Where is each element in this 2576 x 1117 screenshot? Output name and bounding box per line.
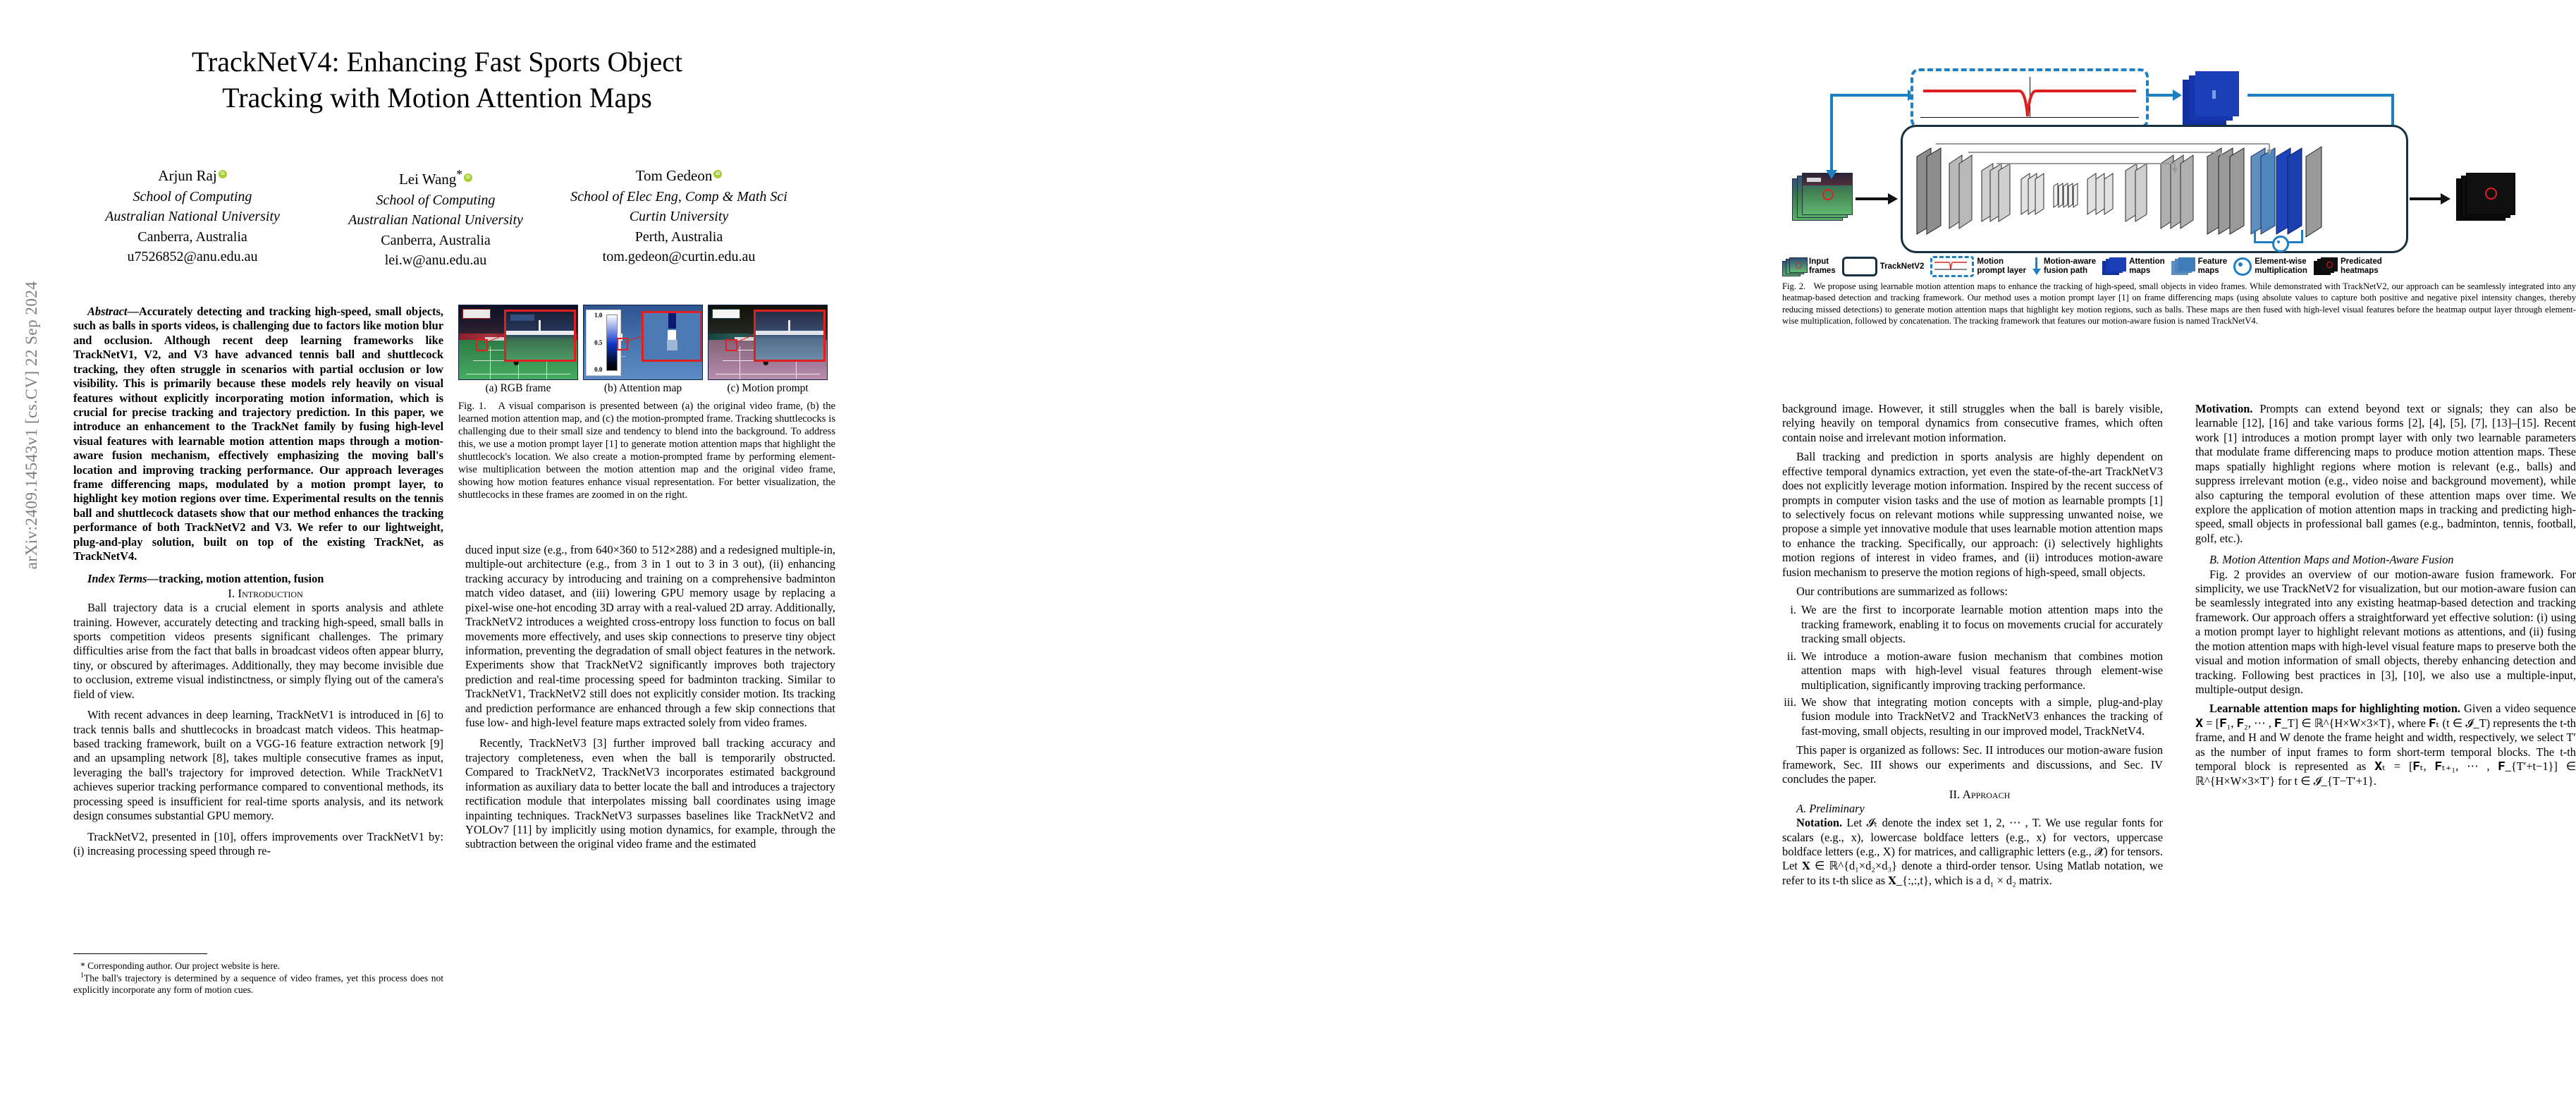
legend-tracknetv2 xyxy=(1842,257,1925,276)
figure-1-label-c: (c) Motion prompt xyxy=(727,382,809,394)
figure-2-arrow-prompt-to-attention xyxy=(2146,94,2174,97)
figure-2-diagram xyxy=(1782,39,2576,271)
index-terms-paragraph xyxy=(73,572,443,586)
page-left xyxy=(0,0,863,1117)
column-2 xyxy=(465,543,835,852)
column-4 xyxy=(2195,402,2576,788)
author-2-university: Australian National University xyxy=(348,212,523,228)
section-heading-approach: II. Approach xyxy=(1949,787,2011,801)
author-2 xyxy=(319,166,552,270)
colorbar-tick-3: 0.0 xyxy=(594,366,603,373)
legend-elemwise-line2: multiplication xyxy=(2255,267,2307,275)
page-right xyxy=(863,0,2576,1117)
legend-attention-maps xyxy=(2102,257,2164,276)
author-3-email[interactable]: tom.gedeon@curtin.edu.au xyxy=(602,248,756,264)
contributions-lead: Our contributions are summarized as follows: xyxy=(1796,585,2008,599)
figure-2-legend xyxy=(1782,254,2576,279)
figure-2-tracknetv2-container xyxy=(1901,125,2408,253)
figure-2-path-attention-down xyxy=(2247,94,2394,97)
column-1 xyxy=(73,305,443,858)
input-frames-icon xyxy=(1782,257,1806,276)
figure-1-panel-attention-map xyxy=(583,305,703,380)
subsection-heading-preliminary: A. Preliminary xyxy=(1796,801,1865,815)
notation-lead: Notation. xyxy=(1796,816,1843,830)
element-wise-multiplication-icon xyxy=(2233,257,2252,276)
subsection-heading-fusion: B. Motion Attention Maps and Motion-Aware Fusion xyxy=(2209,553,2454,567)
author-3-name: Tom Gedeon xyxy=(635,167,713,184)
page-title xyxy=(85,44,790,116)
intro-paragraph-7: Ball tracking and prediction in sports analysis are highly dependent on effective temporal dynamics extraction, yet even the state-of-the-art TrackNetV3 does not explicitly leverage motion information. Inspired by the recent success of prompts in computer vision tasks and the use of motion as learnable prompts [1] to selectively focus on relevant motions while suppressing unwanted noise, we propose a simple yet innovative module that uses learnable motion attention maps to enhance the tracking. Specifically, our approach: (i) selectively highlights motion regions of interest in video frames, and (ii) introduces motion-aware fusion mechanism to preserve the motion regions of high-speed, small objects. xyxy=(1782,450,2163,579)
contribution-marker-3: iii. xyxy=(1784,695,1796,709)
legend-feature-maps-line1: Feature xyxy=(2197,257,2228,267)
author-2-name: Lei Wang xyxy=(398,171,457,188)
author-1-name: Arjun Raj xyxy=(158,167,217,184)
figure-1c-zoom-box xyxy=(754,310,826,362)
figure-2-attention-maps-top xyxy=(2183,71,2253,129)
figure-2-path-input-up xyxy=(1830,94,1833,173)
contribution-text-3: We show that integrating motion concepts with a simple, plug-and-play fusion module into TrackNetV2 and TrackNetV3 enhances the tracking of fast-moving, small objects, resulting in our improved model, TrackNetV4. xyxy=(1801,695,2163,738)
figure-2-caption-label: Fig. 2. xyxy=(1782,281,1806,291)
author-1-email[interactable]: u7526852@anu.edu.au xyxy=(127,248,258,264)
intro-paragraph-2: With recent advances in deep learning, TrackNetV1 is introduced in [6] to track tennis balls and shuttlecocks in broadcast match videos. This heatmap-based tracking framework, built on a VGG-16 feature extraction network [9] and an upsampling network [8], takes multiple consecutive frames as input, leveraging the ball's trajectory for improved detection. While TrackNetV1 achieves superior tracking performance compared to conventional methods, its processing speed is insufficient for real-time sports analysis, and its network design consumes substantial GPU memory. xyxy=(73,708,443,823)
figure-2-caption xyxy=(1782,281,2576,326)
legend-element-wise-multiplication xyxy=(2233,257,2307,276)
figure-1b-colorbar xyxy=(586,310,621,376)
title-line-1: TrackNetV4: Enhancing Fast Sports Object xyxy=(191,46,683,78)
legend-motion-prompt-line1: Motion xyxy=(1977,257,2004,267)
legend-motion-prompt-layer xyxy=(1930,256,2026,277)
contribution-item-2 xyxy=(1782,649,2163,692)
motivation-paragraph xyxy=(2195,402,2576,546)
column-3 xyxy=(1782,402,2163,888)
motivation-lead: Motivation. xyxy=(2195,402,2253,415)
figure-2-element-wise-multiply-marker xyxy=(2254,230,2303,248)
legend-motion-prompt-line2: prompt layer xyxy=(1977,267,2027,275)
figure-1-panel-motion-prompt xyxy=(708,305,828,380)
notation-text: Let 𝓘ₜ denote the index set 1, 2, ⋯ , T. We use regular fonts for scalars (e.g., x), lowercase boldface letters (e.g., x) for vectors, uppercase boldface letters (e.g., X) for matrices, and calligraphic letters (e.g., 𝓧) for tensors. Let 𝐗 ∈ ℝ^{d₁×d₂×d₃} denote a third-order tensor. Using Matlab notation, we refer to its t-th slice as 𝐗_{:,:,t}, which is a d₁ × d₂ matrix. xyxy=(1782,816,2163,887)
legend-motion-aware-fusion-path xyxy=(2032,257,2096,276)
colorbar-tick-2: 0.5 xyxy=(594,339,603,346)
abstract-paragraph xyxy=(73,305,443,564)
author-3-name-row xyxy=(563,166,795,187)
author-1 xyxy=(76,166,309,270)
figure-1-panel-rgb-frame xyxy=(458,305,578,380)
figure-1-panels xyxy=(458,305,835,380)
author-2-affiliation: School of Computing xyxy=(376,192,496,208)
legend-fusion-path-line1: Motion-aware xyxy=(2044,257,2097,267)
legend-predicated-heatmaps xyxy=(2314,257,2382,276)
contribution-item-3 xyxy=(1782,695,2163,738)
index-terms-text: tracking, motion attention, fusion xyxy=(158,571,324,585)
figure-2 xyxy=(1782,39,2576,275)
notation-paragraph xyxy=(1782,816,2163,888)
author-2-name-row xyxy=(319,166,552,190)
learnable-text: Given a video sequence 𝐗 = [𝐅₁, 𝐅₂, ⋯ , 𝐅_T] ∈ ℝ^{H×W×3×T}, where 𝐅ₜ (t ∈ 𝓘_T) represents the t-th frame, and H and W denote the frame height and width, respectively, we select T′ as the number of input frames to form short-term temporal blocks. The t-th temporal block is represented as 𝐗ₜ = [𝐅ₜ, 𝐅ₜ₊₁, ⋯ , 𝐅_{T′+t−1}] ∈ ℝ^{H×W×3×T′} for t ∈ 𝓘_{T−T′+1}. xyxy=(2195,702,2576,788)
footnote-1 xyxy=(73,972,443,996)
author-block xyxy=(76,166,795,270)
learnable-attention-paragraph xyxy=(2195,702,2576,788)
legend-attention-maps-line2: maps xyxy=(2129,267,2151,275)
legend-feature-maps-line2: maps xyxy=(2197,267,2219,275)
figure-1-caption-label: Fig. 1. xyxy=(458,401,486,412)
figure-1a-roi-box xyxy=(476,339,488,351)
orcid-icon[interactable] xyxy=(713,170,722,178)
author-1-affiliation: School of Computing xyxy=(133,188,252,205)
figure-1-label-a: (a) RGB frame xyxy=(485,382,551,394)
figure-1c-roi-box xyxy=(725,339,737,351)
abstract-label: Abstract xyxy=(87,305,128,318)
author-3-city: Perth, Australia xyxy=(634,228,723,245)
tracknetv2-box-icon xyxy=(1842,257,1877,276)
figure-2-network-plates xyxy=(1903,127,2406,251)
author-3 xyxy=(563,166,795,270)
author-1-university: Australian National University xyxy=(105,209,280,225)
footnote-rule xyxy=(73,953,207,954)
orcid-icon[interactable] xyxy=(464,173,472,182)
predicated-heatmaps-icon xyxy=(2314,257,2338,276)
legend-tracknetv2-label: TrackNetV2 xyxy=(1879,262,1925,271)
figure-1b-zoom-box xyxy=(642,311,702,362)
title-line-2: Tracking with Motion Attention Maps xyxy=(222,82,652,114)
intro-paragraph-1: Ball trajectory data is a crucial element in sports analysis and athlete training. However, accurately detecting and tracking high-speed, small balls in sports competition videos presents significant challenges. The primary difficulties arise from the fact that balls in broadcast videos often appear blurry, tiny, or obscured by afterimages. Additionally, they may become invisible due to occlusion, extreme visual indistinctness, or simply flying out of the camera's field of view. xyxy=(73,601,443,701)
index-terms-dash: — xyxy=(147,571,159,585)
contribution-text-1: We are the first to incorporate learnable motion attention maps into the tracking framework, enabling it to focus on movements crucial for accurately tracking small objects. xyxy=(1801,603,2163,646)
footnotes xyxy=(73,960,443,996)
organization-paragraph: This paper is organized as follows: Sec. II introduces our motion-aware fusion framework, Sec. III shows our experiments and discussions, and Sec. IV concludes the paper. xyxy=(1782,743,2163,786)
figure-1-caption-text: A visual comparison is presented between (a) the original video frame, (b) the learned motion attention map, and (c) the motion-prompted frame. Tracking shuttlecocks is challenging due to their small size and tendency to blend into the background. To address this, we use a motion prompt layer [1] to generate motion attention maps that highlight the shuttlecock's location. We also create a motion-prompted frame by performing element-wise multiplication between the motion attention map and the original video frame, showing how motion features enhance visual representation. For better visualization, the shuttlecocks in these frames are zoomed in on the right. xyxy=(458,401,836,501)
figure-1-panel-labels xyxy=(458,380,835,395)
colorbar-gradient xyxy=(606,315,618,371)
learnable-lead: Learnable attention maps for highlighting motion. xyxy=(2209,702,2460,716)
figure-2-motion-prompt-layer xyxy=(1910,68,2149,128)
author-1-city: Canberra, Australia xyxy=(137,228,247,245)
colorbar-tick-1: 1.0 xyxy=(594,312,603,319)
figure-1 xyxy=(458,305,835,501)
intro-paragraph-3: TrackNetV2, presented in [10], offers improvements over TrackNetV1 by: (i) increasing processing speed through re- xyxy=(73,829,443,857)
down-arrow-icon xyxy=(2032,257,2041,276)
author-3-university: Curtin University xyxy=(629,209,729,225)
legend-input-frames-line2: frames xyxy=(1809,267,1836,275)
figure-1a-zoom-box xyxy=(504,310,576,362)
figure-1-caption xyxy=(458,400,835,501)
legend-fusion-path-line2: fusion path xyxy=(2044,267,2088,275)
footnote-1-marker: 1 xyxy=(80,972,84,980)
fusion-paragraph-1: Fig. 2 provides an overview of our motion-aware fusion framework. For simplicity, we use TrackNetV2 for visualization, but our motion-aware fusion can be seamlessly integrated into any existing heatmap-based detection and tracking framework. Our approach offers a straightforward yet effective solution: (i) using a motion prompt layer to highlight relevant motions as attentions, and (ii) fusing the motion attention maps with high-level visual feature maps to preserve both the visual and motion information of small objects, thereby enhancing detection and tracking. Following best practices in [3], [10], we also use a multiple-input, multiple-output design. xyxy=(2195,567,2576,697)
contribution-marker-1: i. xyxy=(1790,603,1796,617)
intro-paragraph-4: duced input size (e.g., from 640×360 to 512×288) and a redesigned multiple-in, multiple-out architecture (e.g., from 3 in 1 out to 3 in 3 out), (ii) enhancing tracking accuracy by introducing and training on a comprehensive badminton match video dataset, and (iii) lowering GPU memory usage by replacing a pixel-wise one-hot encoding 3D array with a real-valued 2D array. Additionally, TrackNetV2 introduces a weighted cross-entropy loss function to focus on ball movements more effectively, and uses skip connections to preserve tiny object information, preventing the degradation of small object features in the network. Experiments show that TrackNetV2 significantly improves both trajectory prediction and real-time processing speed for badminton tracking. Similar to TrackNetV1, TrackNetV2 still does not explicitly consider motion. Its tracking and prediction performance are enhanced through a few skip connections that fuse low- and high-level feature maps extracted solely from video frames. xyxy=(465,543,835,730)
section-heading-introduction: I. Introduction xyxy=(228,587,303,601)
legend-predicated-line2: heatmaps xyxy=(2340,267,2379,275)
figure-2-arrow-input-to-net xyxy=(1856,197,1889,200)
author-2-email[interactable]: lei.w@anu.edu.au xyxy=(384,252,487,268)
legend-input-frames xyxy=(1782,257,1836,276)
motion-prompt-curve-icon xyxy=(1922,85,2138,121)
figure-2-predicated-heatmaps xyxy=(2456,171,2521,226)
contribution-marker-2: ii. xyxy=(1786,649,1796,663)
legend-input-frames-line1: Input xyxy=(1809,257,1829,267)
author-3-affiliation: School of Elec Eng, Comp & Math Sci xyxy=(570,188,787,205)
figure-2-caption-text: We propose using learnable motion attention maps to enhance the tracking of high-speed, small objects in video frames. While demonstrated with TrackNetV2, our approach can be seamlessly integrated into any heatmap-based detection and tracking framework. Our method uses a motion prompt layer [1] on frame differencing maps (using absolute values to capture both positive and negative pixel intensity changes, thereby reducing missed detections) to generate motion attention maps that highlight key motion regions, such as balls. These maps are then fused with high-level visual features before the heatmap output layer through element-wise multiplication, followed by concatenation. The tracking framework that features our motion-aware fusion is named TrackNetV4. xyxy=(1782,281,2576,326)
orcid-icon[interactable] xyxy=(219,170,227,178)
contribution-text-2: We introduce a motion-aware fusion mechanism that combines motion attention maps with high-level visual features through element-wise multiplication, significantly improving tracking performance. xyxy=(1801,649,2163,692)
figure-1-label-b: (b) Attention map xyxy=(603,382,682,394)
intro-paragraph-5: Recently, TrackNetV3 [3] further improved ball tracking accuracy and trajectory completeness, even when the ball is temporarily obstructed. Compared to TrackNetV2, TrackNetV3 incorporates estimated background information as auxiliary data to better locate the ball and introduces a trajectory rectification module that interpolates missing ball coordinates using image inpainting techniques. TrackNetV3 surpasses baselines like TrackNetV2 and YOLOv7 [11] by implicitly using motion dynamics, for example, through the subtraction between the original video frame and the estimated xyxy=(465,736,835,851)
footnote-corresponding-author: * Corresponding author. Our project website is here. xyxy=(80,960,281,971)
motivation-text: Prompts can extend beyond text or signals; they can also be learnable [12], [16] and take various forms [2], [4], [5], [7], [13]–[15]. Recent work [1] introduces a motion prompt layer with only two learnable parameters that modulate frame differencing maps to produce motion attention maps. These maps spatially highlight regions where motion is relevant (e.g., balls) and suppress irrelevant motion (e.g., video noise and background movement), while also capturing the temporal evolution of these attention maps over time. We explore the application of motion attention maps in tracking and predicting high-speed, small objects in professional ball games (e.g., badminton, tennis, football, golf, etc.). xyxy=(2195,402,2576,545)
author-1-name-row xyxy=(76,166,309,187)
arxiv-stamp: arXiv:2409.14543v1 [cs.CV] 22 Sep 2024 xyxy=(23,281,40,570)
colorbar-ticks xyxy=(587,310,603,375)
legend-predicated-line1: Predicated xyxy=(2340,257,2382,267)
intro-paragraph-6: background image. However, it still struggles when the ball is barely visible, relying heavily on temporal dynamics from consecutive frames, which often contain noise and irrelevant motion information. xyxy=(1782,402,2163,444)
index-terms-label: Index Terms xyxy=(87,571,147,585)
figure-2-input-frames xyxy=(1792,171,1853,225)
legend-feature-maps xyxy=(2171,257,2228,276)
contribution-item-1 xyxy=(1782,603,2163,646)
legend-elemwise-line1: Element-wise xyxy=(2255,257,2307,267)
figure-1b-roi-box xyxy=(617,338,628,350)
figure-2-arrow-net-to-output xyxy=(2410,197,2442,200)
legend-attention-maps-line1: Attention xyxy=(2129,257,2165,267)
author-2-star: * xyxy=(456,167,463,181)
motion-prompt-layer-icon xyxy=(1930,256,1974,277)
feature-maps-icon xyxy=(2171,257,2195,276)
abstract-text: Accurately detecting and tracking high-speed, small objects, such as balls in sports videos, is challenging due to factors like motion blur and occlusion. Although recent deep learning frameworks like TrackNetV1, V2, and V3 have advanced tennis ball and shuttlecock tracking, they often struggle in scenarios with partial occlusion or low visibility. This is primarily because these models rely heavily on visual features without explicitly incorporating motion information, which is crucial for precise tracking and trajectory prediction. In this paper, we introduce an enhancement to the TrackNet family by fusing high-level visual features with learnable motion attention maps through a motion-aware fusion mechanism, effectively emphasizing the moving ball's location and improving tracking performance. Our approach leverages frame differencing maps, modulated by a motion prompt layer, to highlight key motion regions over time. Experimental results on the tennis ball and shuttlecock datasets show that our method enhances the tracking performance of both TrackNetV2 and V3. We refer to our lightweight, plug-and-play solution, built on top of the existing TrackNet, as TrackNetV4. xyxy=(73,305,443,563)
abstract-dash: — xyxy=(127,305,139,318)
author-2-city: Canberra, Australia xyxy=(381,232,491,248)
attention-maps-icon xyxy=(2102,257,2126,276)
footnote-1-text: The ball's trajectory is determined by a sequence of video frames, yet this process does not explicitly incorporate any form of motion cues. xyxy=(73,972,443,996)
